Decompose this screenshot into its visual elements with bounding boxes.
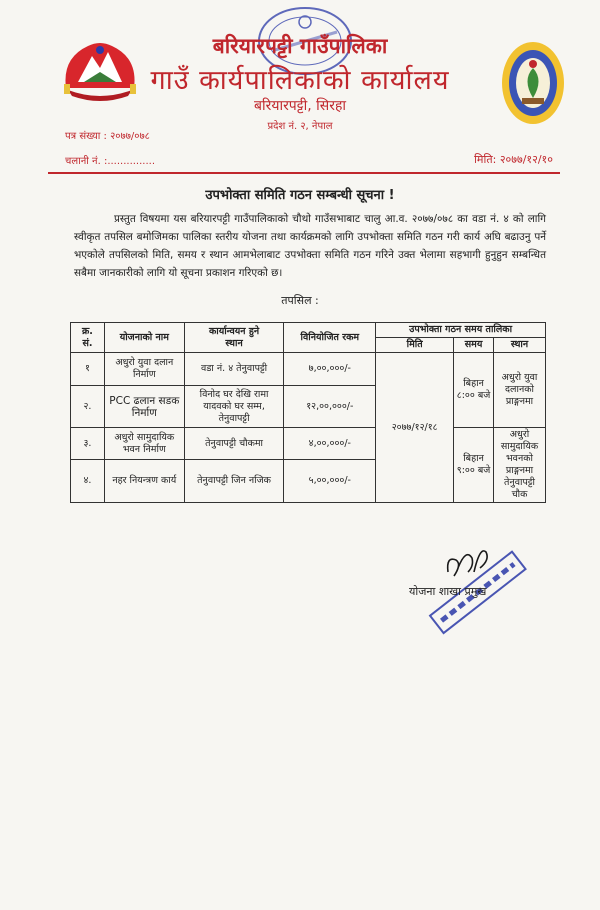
province-line: प्रदेश नं. २, नेपाल xyxy=(267,121,333,132)
reference-number: पत्र संख्या : २०७७/०७८ xyxy=(65,131,150,142)
notice-body xyxy=(74,210,546,282)
table-row xyxy=(71,428,546,460)
row-project-name: नहर नियन्त्रण कार्य xyxy=(104,460,184,503)
row-place: तेनुवापट्टी जिन नजिक xyxy=(184,460,284,503)
row-place: तेनुवापट्टी चौकमा xyxy=(184,428,284,460)
row-sn: १ xyxy=(71,353,105,386)
signer-title: योजना शाखा प्रमुख xyxy=(409,585,487,598)
row-amount: ४,००,०००/- xyxy=(284,428,376,460)
col-header-sn: क्र. सं. xyxy=(71,323,105,353)
row-project-name: PCC ढलान सडक निर्माण xyxy=(104,386,184,428)
notice-title: उपभोक्ता समिति गठन सम्बन्धी सूचना ! xyxy=(205,188,395,203)
row-place: विनोद घर देखि रामा यादवको घर सम्म, तेनुवापट्टी xyxy=(184,386,284,428)
col-header-amount: विनियोजित रकम xyxy=(284,323,376,353)
table-row xyxy=(71,353,546,386)
header-divider xyxy=(48,172,560,174)
row-sn: २. xyxy=(71,386,105,428)
col-header-name: योजनाको नाम xyxy=(104,323,184,353)
letter-date: मिति: २०७७/१२/१० xyxy=(474,153,553,166)
row-sn: ४. xyxy=(71,460,105,503)
row-amount: ५,००,०००/- xyxy=(284,460,376,503)
project-schedule-table xyxy=(70,322,546,503)
col-header-schedule: उपभोक्ता गठन समय तालिका xyxy=(376,323,546,338)
col-header-location: स्थान xyxy=(494,338,546,353)
municipality-name: बरियारपट्टी गाउँपालिका xyxy=(212,34,388,58)
col-header-time: समय xyxy=(454,338,494,353)
row-sn: ३. xyxy=(71,428,105,460)
col-header-date: मिति xyxy=(376,338,454,353)
dispatch-number: चलानी नं. :............... xyxy=(65,156,155,167)
row-amount: ७,००,०००/- xyxy=(284,353,376,386)
office-location: बरियारपट्टी, सिरहा xyxy=(253,98,347,114)
row-project-name: अधुरो सामुदायिक भवन निर्माण xyxy=(104,428,184,460)
tapasil-label: तपसिल : xyxy=(281,294,319,307)
col-header-place: कार्यान्वयन हुने स्थान xyxy=(184,323,284,353)
notice-body-text: प्रस्तुत विषयमा यस बरियारपट्टी गाउँपालिकाको चौथो गाउँसभाबाट चालु आ.व. २०७७/०७८ का वडा नं. ४ को लागि स्वीकृत तपसिल बमोजिमका पालिका स्तरीय योजना तथा कार्यक्रमको लागि उपभोक्ता समिति गठन गरी कार्य अघि बढाउनु पर्ने भएकोले तपसिलको मिति, समय र स्थान आमभेलाबाट उपभोक्ता समिति गठन गरिने उक्त भेलामा सहभागी हुनुहुन सम्बन्धित सबैमा जानकारीको लागि यो सूचना प्रकाशन गरिएको छ। xyxy=(74,213,546,279)
slot1-time: बिहान ८:०० बजे xyxy=(454,353,494,428)
meeting-date: २०७७/१२/१८ xyxy=(376,353,454,503)
slot2-time: बिहान ९:०० बजे xyxy=(454,428,494,503)
slot1-location: अधुरो युवा दलानको प्राङ्गनमा xyxy=(494,353,546,428)
row-place: वडा नं. ४ तेनुवापट्टी xyxy=(184,353,284,386)
row-amount: १२,००,०००/- xyxy=(284,386,376,428)
slot2-location: अधुरो सामुदायिक भवनको प्राङ्गनमा तेनुवापट्टी चौक xyxy=(494,428,546,503)
row-project-name: अधुरो युवा दलान निर्माण xyxy=(104,353,184,386)
office-title: गाउँ कार्यपालिकाको कार्यालय xyxy=(150,65,450,96)
